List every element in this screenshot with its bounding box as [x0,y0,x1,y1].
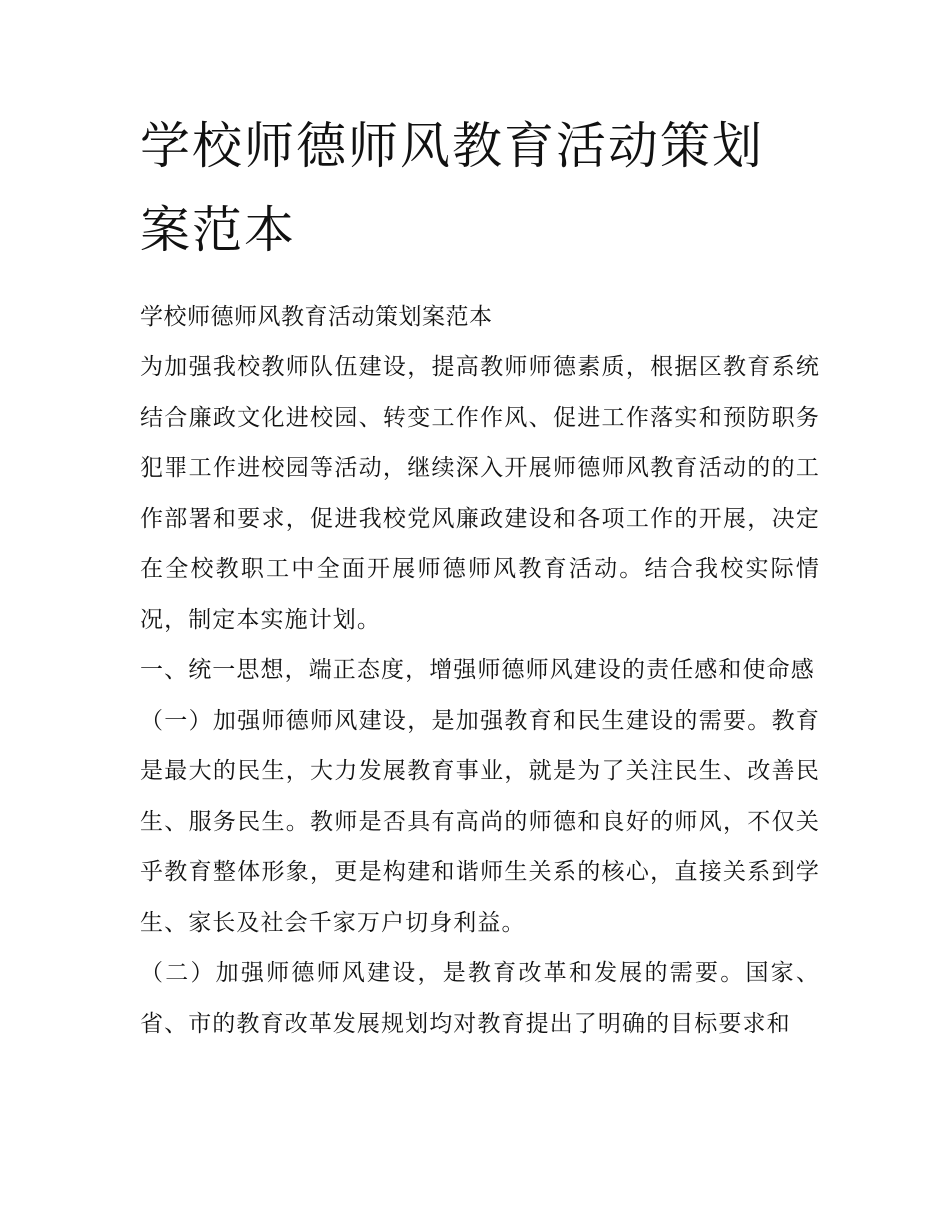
section-heading-1: 一、统一思想，端正态度，增强师德师风建设的责任感和使命感 [140,657,815,683]
document-title: 学校师德师风教育活动策划案范本 [140,117,764,259]
paragraph-section-1-1: （一）加强师德师风建设，是加强教育和民生建设的需要。教育是最大的民生，大力发展教育事业，就是为了关注民生、改善民生、服务民生。教师是否具有高尚的师德和良好的师风，不仅关乎教育整体形象，更是构建和谐师生关系的核心，直接关系到学生、家长及社会千家万户切身利益。 [140,707,820,936]
document-subtitle: 学校师德师风教育活动策划案范本 [140,304,493,330]
paragraph-intro: 为加强我校教师队伍建设，提高教师师德素质，根据区教育系统结合廉政文化进校园、转变工作作风、促进工作落实和预防职务犯罪工作进校园等活动，继续深入开展师德师风教育活动的的工作部署和要求，促进我校党风廉政建设和各项工作的开展，决定在全校教职工中全面开展师德师风教育活动。结合我校实际情况，制定本实施计划。 [140,354,820,633]
paragraph-section-1-2: （二）加强师德师风建设，是教育改革和发展的需要。国家、省、市的教育改革发展规划均对教育提出了明确的目标要求和 [140,960,820,1037]
document-body [140,104,820,1049]
